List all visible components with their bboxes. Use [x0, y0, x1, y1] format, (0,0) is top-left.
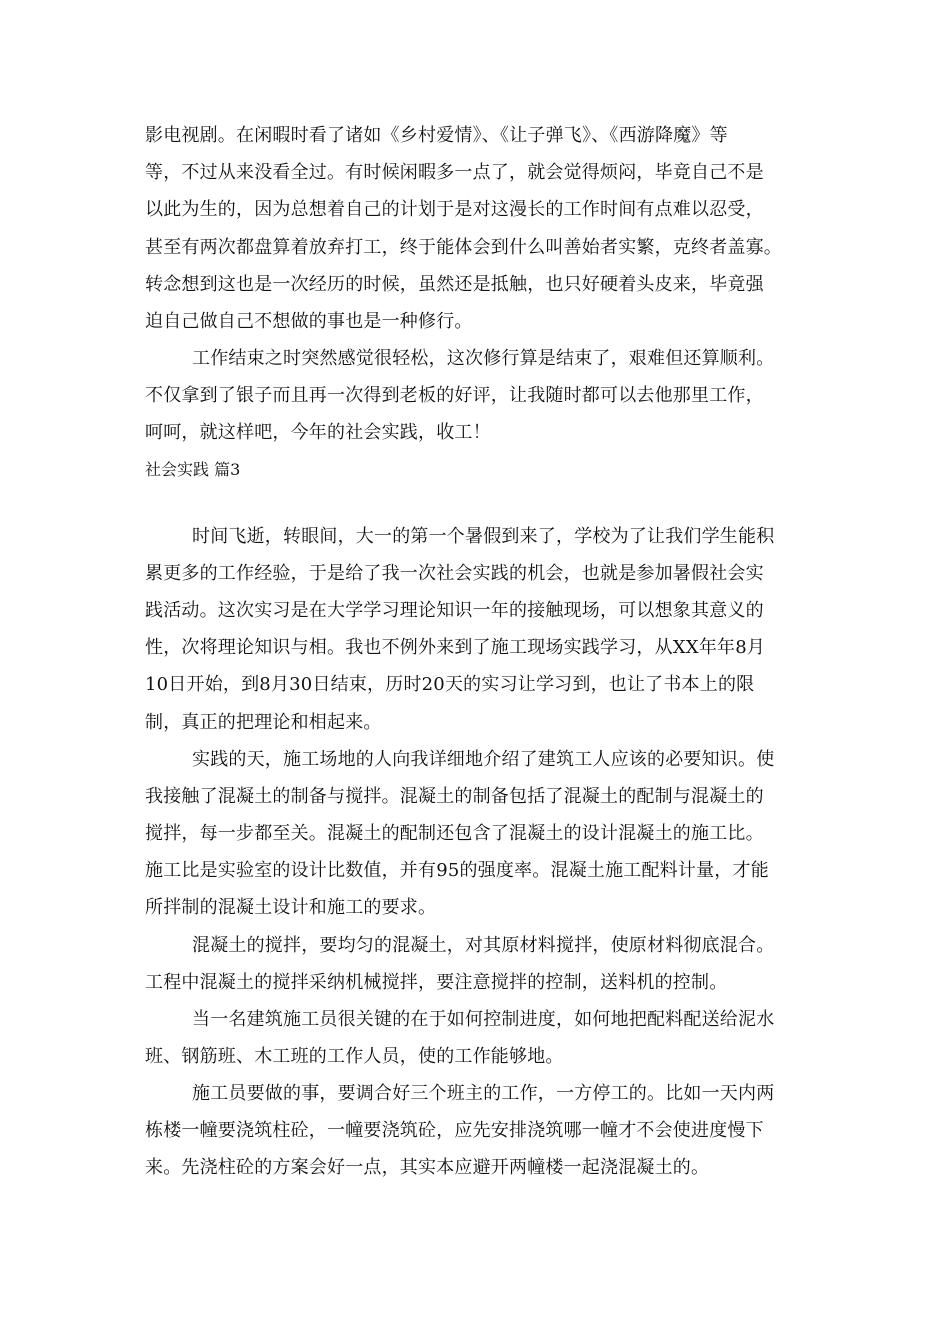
text-line: 等，不过从来没看全过。有时候闲暇多一点了，就会觉得烦闷，毕竟自己不是 — [145, 162, 764, 183]
paragraph-first-line: 工作结束之时突然感觉很轻松，这次修行算是结束了，艰难但还算顺利。 — [192, 348, 775, 369]
text-line: 搅拌，每一步都至关。混凝土的配制还包含了混凝土的设计混凝土的施工比。 — [145, 823, 764, 844]
text-line: 所拌制的混凝土设计和施工的要求。 — [145, 897, 437, 918]
paragraph-first-line: 实践的天，施工场地的人向我详细地介绍了建筑工人应该的必要知识。使 — [192, 749, 775, 770]
section-heading: 社会实践 篇3 — [145, 460, 241, 479]
text-line: 制，真正的把理论和相起来。 — [145, 712, 382, 733]
text-line: 施工比是实验室的设计比数值，并有95的强度率。混凝土施工配料计量，才能 — [145, 860, 769, 881]
text-line: 性，次将理论知识与相。我也不例外来到了施工现场实践学习，从XX年年8月 — [145, 637, 766, 658]
paragraph-first-line: 施工员要做的事，要调合好三个班主的工作，一方停工的。比如一天内两 — [192, 1083, 775, 1104]
text-line: 我接触了混凝土的制备与搅拌。混凝土的制备包括了混凝土的配制与混凝土的 — [145, 786, 764, 807]
text-line: 转念想到这也是一次经历的时候，虽然还是抵触，也只好硬着头皮来，毕竟强 — [145, 274, 764, 295]
text-line: 甚至有两次都盘算着放弃打工，终于能体会到什么叫善始者实繁，克终者盖寡。 — [145, 237, 782, 258]
text-line: 来。先浇柱砼的方案会好一点，其实本应避开两幢楼一起浇混凝土的。 — [145, 1157, 710, 1178]
paragraph-first-line: 混凝土的搅拌，要均匀的混凝土，对其原材料搅拌，使原材料彻底混合。 — [192, 935, 775, 956]
text-line: 不仅拿到了银子而且再一次得到老板的好评，让我随时都可以去他那里工作， — [145, 385, 764, 406]
text-line: 工程中混凝土的搅拌采纳机械搅拌，要注意搅拌的控制，送料机的控制。 — [145, 972, 728, 993]
text-line: 呵呵，就这样吧，今年的社会实践，收工！ — [145, 422, 491, 443]
paragraph-first-line: 当一名建筑施工员很关键的在于如何控制进度，如何地把配料配送给泥水 — [192, 1009, 775, 1030]
text-line: 践活动。这次实习是在大学学习理论知识一年的接触现场，可以想象其意义的 — [145, 600, 764, 621]
text-line: 影电视剧。在闲暇时看了诸如《乡村爱情》、《让子弹飞》、《西游降魔》等 — [145, 125, 728, 146]
text-line: 班、钢筋班、木工班的工作人员，使的工作能够地。 — [145, 1046, 564, 1067]
text-line: 以此为生的，因为总想着自己的计划于是对这漫长的工作时间有点难以忍受， — [145, 199, 764, 220]
text-line: 累更多的工作经验，于是给了我一次社会实践的机会，也就是参加暑假社会实 — [145, 563, 764, 584]
text-line: 10日开始，到8月30日结束，历时20天的实习让学习到，也让了书本上的限 — [145, 674, 755, 695]
text-line: 栋楼一幢要浇筑柱砼，一幢要浇筑砼，应先安排浇筑哪一幢才不会使进度慢下 — [145, 1120, 764, 1141]
paragraph-first-line: 时间飞逝，转眼间，大一的第一个暑假到来了，学校为了让我们学生能积 — [192, 526, 775, 547]
text-line: 迫自己做自己不想做的事也是一种修行。 — [145, 311, 473, 332]
